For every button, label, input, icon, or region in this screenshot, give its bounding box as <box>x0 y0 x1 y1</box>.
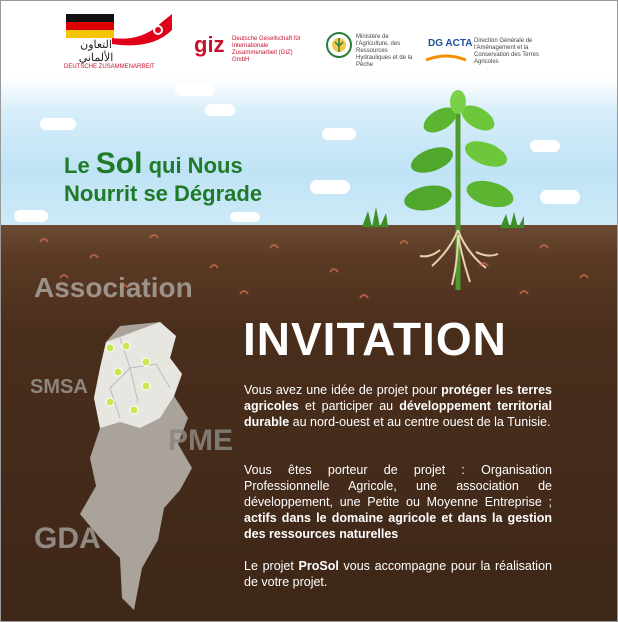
title-word-sol: Sol <box>95 147 143 180</box>
cloud <box>175 84 215 96</box>
text: vous accompagne pour la réalisation de votre projet. <box>244 559 552 589</box>
page-title <box>64 147 263 208</box>
paragraph-1 <box>244 382 552 430</box>
title-line-2: Nourrit se Dégrade <box>64 181 263 206</box>
dgacta-mark: DG ACTA <box>428 38 473 49</box>
german-coop-arabic: التعاون الألماني <box>78 39 114 64</box>
ministry-logo <box>326 32 426 66</box>
paragraph-3 <box>244 558 552 590</box>
text: au nord-ouest et au centre ouest de la Tunisie. <box>289 415 551 429</box>
gda-label: GDA <box>34 522 101 555</box>
highlight-text: développement territorial durable <box>244 399 552 429</box>
highlight-text: actifs dans le domaine agricole et dans la gestion des ressources naturelles <box>244 511 552 541</box>
dgacta-logo <box>426 36 556 66</box>
giz-name: Deutsche Gesellschaft für Internationale Zusammenarbeit (GIZ) GmbH <box>232 36 301 63</box>
grass-tuft-icon <box>498 210 526 228</box>
ministry-name: Ministère de l'Agriculture, des Ressources Hydrauliques et de la Pêche <box>356 34 413 68</box>
highlight-text: ProSol <box>298 559 339 573</box>
german-coop-label: DEUTSCHE ZUSAMMENARBEIT <box>64 64 155 70</box>
text: Vous êtes porteur de projet : Organisation Professionnelle Agricole, une association de développement, une Petite ou Moyenne Entreprise ; <box>244 463 552 509</box>
logo-header <box>0 0 618 78</box>
cloud <box>40 118 76 130</box>
cloud <box>310 180 350 194</box>
association-label: Association <box>34 272 193 303</box>
acta-swoosh-icon <box>426 52 466 62</box>
highlight-text: protéger les terres agricoles <box>244 383 552 413</box>
giz-mark: giz <box>194 32 225 57</box>
paragraph-2 <box>244 462 552 542</box>
german-cooperation-logo <box>62 8 182 68</box>
cloud <box>322 128 356 140</box>
cloud <box>14 210 48 222</box>
grass-tuft-icon <box>360 205 390 227</box>
smsa-label: SMSA <box>30 376 88 398</box>
dgacta-name: Direction Générale de l'Aménagement et la Conservation des Terres Agricoles <box>474 38 539 65</box>
text: et participer au <box>298 399 400 413</box>
giz-logo <box>194 32 324 66</box>
ministry-emblem-icon <box>326 32 352 58</box>
invitation-heading: INVITATION <box>243 313 507 365</box>
text: Vous avez une idée de projet pour <box>244 383 442 397</box>
cloud <box>205 104 235 116</box>
tunisia-map <box>60 318 210 618</box>
title-word: Le <box>64 153 96 178</box>
pme-label: PME <box>168 424 234 457</box>
title-word: qui Nous <box>142 153 243 178</box>
text: Le projet <box>244 559 299 573</box>
cloud <box>230 212 260 222</box>
